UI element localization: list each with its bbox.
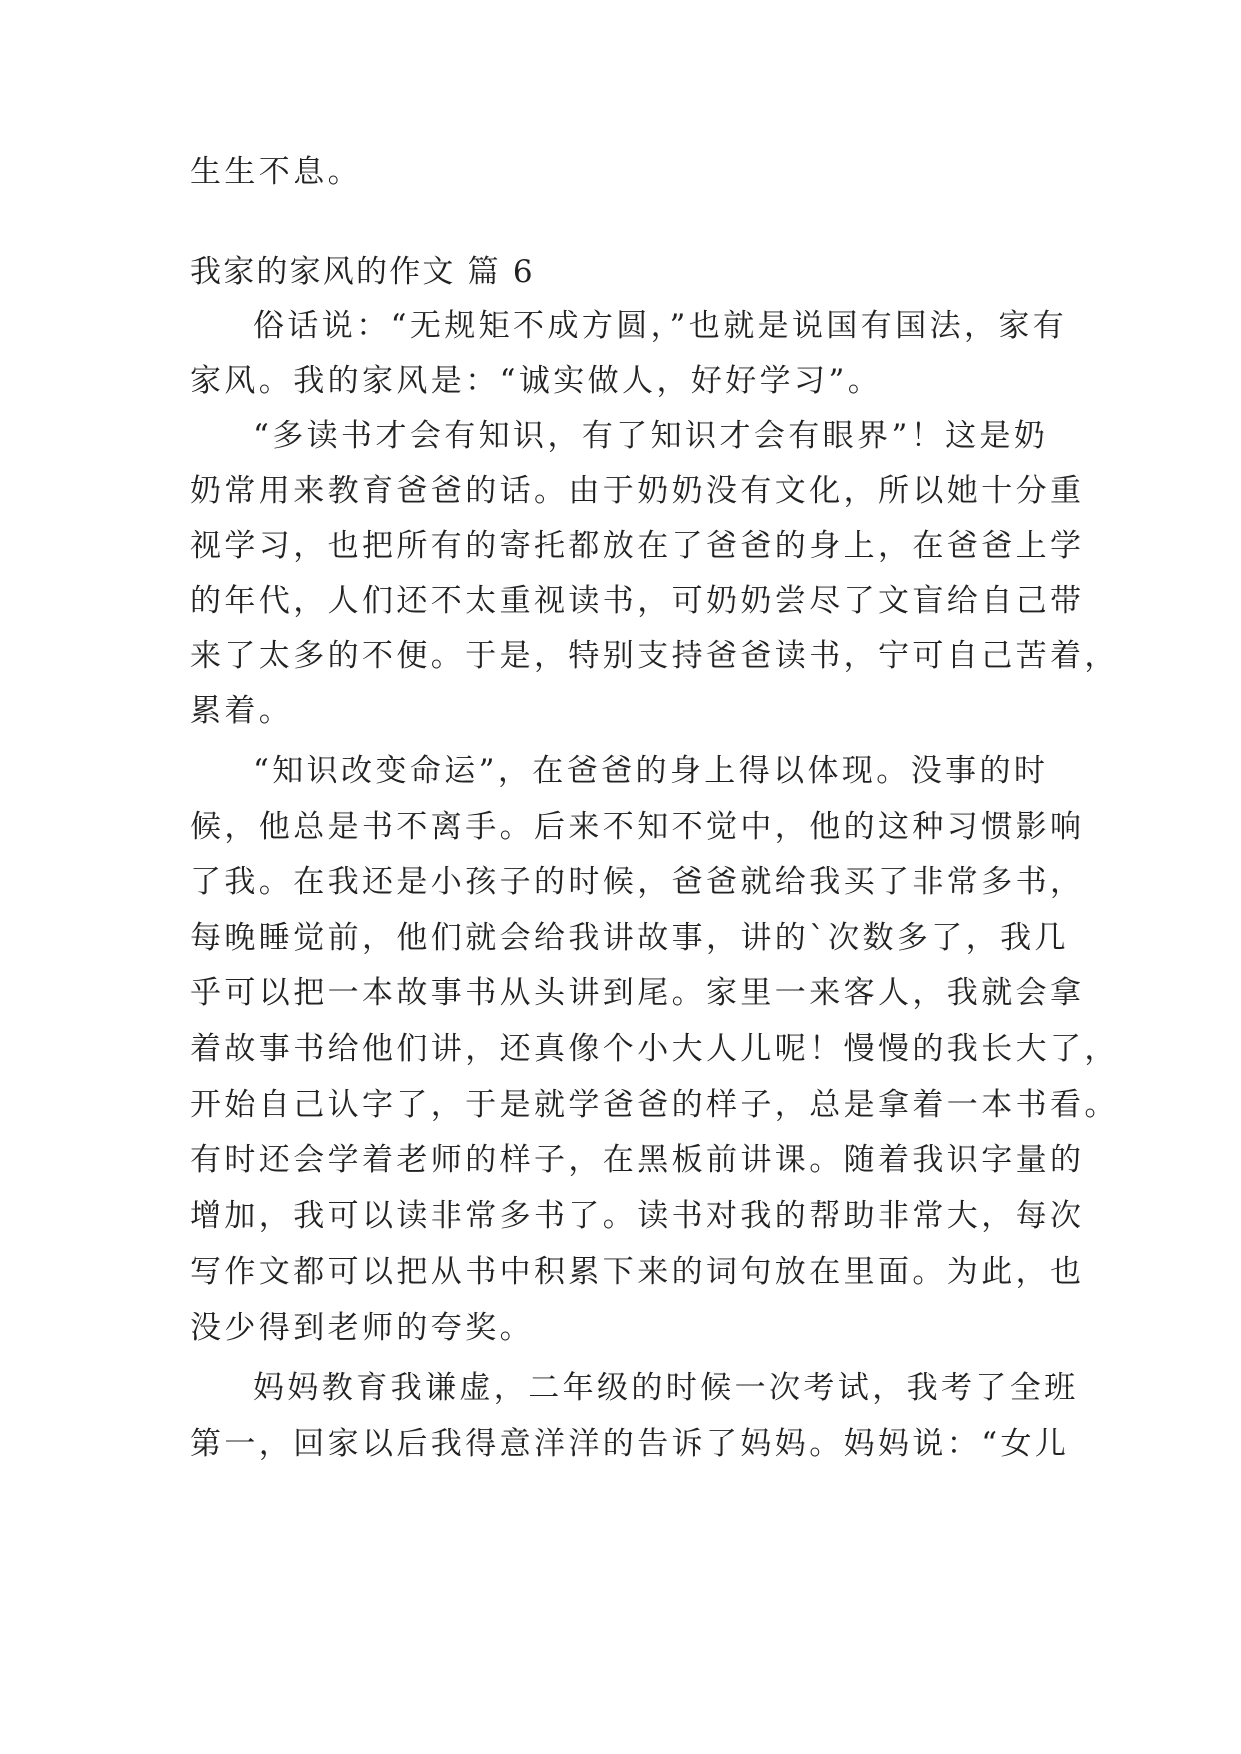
paragraph-3-line-1: “知识改变命运”，在爸爸的身上得以体现。没事的时 — [253, 753, 1049, 789]
paragraph-3-line-11: 没少得到老师的夸奖。 — [190, 1310, 534, 1346]
paragraph-3-line-4: 每晚睡觉前，他们就会给我讲故事，讲的`次数多了，我几 — [190, 920, 1069, 956]
paragraph-2-line-2: 奶常用来教育爸爸的话。由于奶奶没有文化，所以她十分重 — [190, 473, 1085, 509]
paragraph-3-line-10: 写作文都可以把从书中积累下来的词句放在里面。为此，也 — [190, 1254, 1085, 1290]
paragraph-3-line-9: 增加，我可以读非常多书了。读书对我的帮助非常大，每次 — [190, 1198, 1085, 1234]
paragraph-3-line-6: 着故事书给他们讲，还真像个小大人儿呢！慢慢的我长大了， — [190, 1031, 1119, 1067]
paragraph-2-line-3: 视学习，也把所有的寄托都放在了爸爸的身上，在爸爸上学 — [190, 528, 1085, 564]
paragraph-4-line-1: 妈妈教育我谦虚，二年级的时候一次考试，我考了全班 — [253, 1370, 1079, 1406]
paragraph-2-line-5: 来了太多的不便。于是，特别支持爸爸读书，宁可自己苦着， — [190, 638, 1119, 674]
paragraph-3-line-5: 乎可以把一本故事书从头讲到尾。家里一来客人，我就会拿 — [190, 975, 1085, 1011]
paragraph-1-line-2: 家风。我的家风是：“诚实做人，好好学习”。 — [190, 363, 883, 399]
essay-heading: 我家的家风的作文 篇 6 — [190, 254, 535, 290]
paragraph-4-line-2: 第一，回家以后我得意洋洋的告诉了妈妈。妈妈说：“女儿 — [190, 1426, 1070, 1462]
paragraph-3-line-2: 候，他总是书不离手。后来不知不觉中，他的这种习惯影响 — [190, 809, 1085, 845]
paragraph-1-line-1: 俗话说：“无规矩不成方圆，”也就是说国有国法，家有 — [253, 308, 1068, 344]
paragraph-3-line-8: 有时还会学着老师的样子，在黑板前讲课。随着我识字量的 — [190, 1142, 1085, 1178]
paragraph-2-line-1: “多读书才会有知识，有了知识才会有眼界”！这是奶 — [253, 418, 1049, 454]
paragraph-3-line-7: 开始自己认字了，于是就学爸爸的样子，总是拿着一本书看。 — [190, 1087, 1119, 1123]
opening-line: 生生不息。 — [190, 154, 362, 190]
paragraph-3-line-3: 了我。在我还是小孩子的时候，爸爸就给我买了非常多书， — [190, 864, 1085, 900]
paragraph-2-line-6: 累着。 — [190, 693, 294, 729]
paragraph-2-line-4: 的年代，人们还不太重视读书，可奶奶尝尽了文盲给自己带 — [190, 583, 1085, 619]
